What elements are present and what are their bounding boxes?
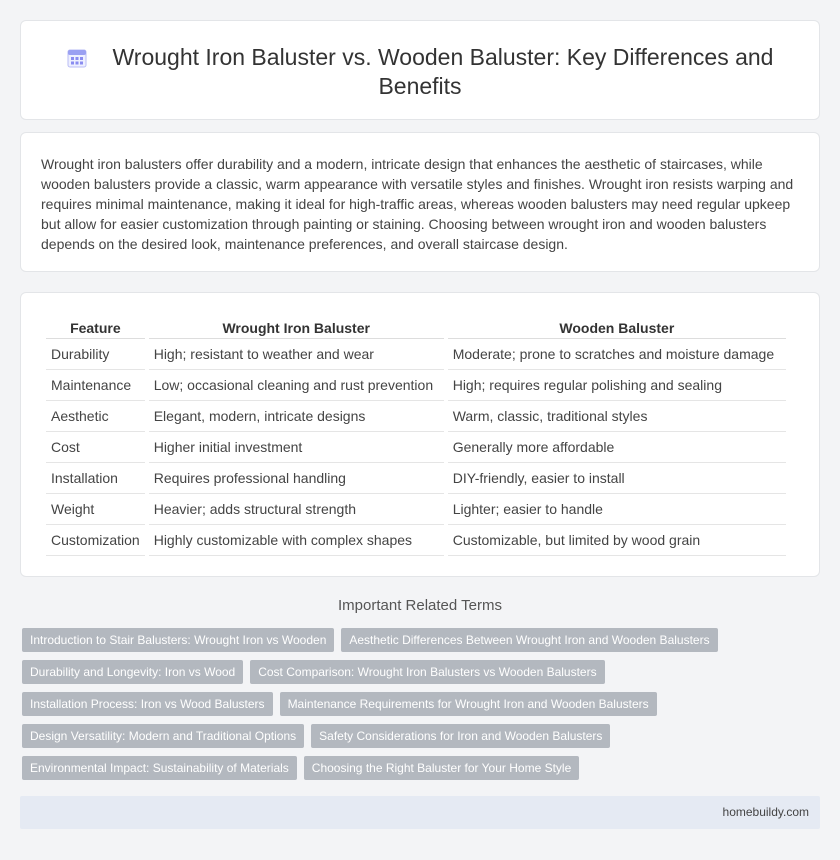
table-row [46, 339, 786, 370]
table-row [46, 463, 786, 494]
cell-wrought-iron: High; resistant to weather and wear [149, 339, 444, 370]
cell-wrought-iron: Heavier; adds structural strength [149, 494, 444, 525]
page-title-text: Wrought Iron Baluster vs. Wooden Baluster: Key Differences and Benefits [112, 44, 774, 99]
cell-wrought-iron: Low; occasional cleaning and rust prevention [149, 370, 444, 401]
table-header-row [46, 313, 786, 339]
intro-paragraph: Wrought iron balusters offer durability and a modern, intricate design that enhances the aesthetic of staircases, while wooden balusters provide a classic, warm appearance with versatile styles and finishes. Wrought iron resists warping and requires minimal maintenance, making it ideal for high-traffic areas, whereas wooden balusters may need regular upkeep but allow for easier customization through painting or staining. Choosing between wrought iron and wooden balusters depends on the desired look, maintenance preferences, and overall staircase design. [41, 156, 794, 252]
related-term-tag[interactable]: Maintenance Requirements for Wrought Iron and Wooden Balusters [280, 692, 657, 716]
cell-feature: Maintenance [46, 370, 145, 401]
related-terms-list [22, 628, 822, 780]
calendar-icon [67, 48, 87, 68]
cell-wrought-iron: Requires professional handling [149, 463, 444, 494]
table-row [46, 370, 786, 401]
cell-feature: Aesthetic [46, 401, 145, 432]
related-term-tag[interactable]: Design Versatility: Modern and Traditional Options [22, 724, 304, 748]
cell-feature: Cost [46, 432, 145, 463]
header-wrought-iron: Wrought Iron Baluster [149, 313, 444, 339]
table-row [46, 401, 786, 432]
related-term-tag[interactable]: Aesthetic Differences Between Wrought Iron and Wooden Balusters [341, 628, 717, 652]
header-feature: Feature [46, 313, 145, 339]
table-row [46, 494, 786, 525]
related-term-tag[interactable]: Safety Considerations for Iron and Wooden Balusters [311, 724, 610, 748]
comparison-card [20, 292, 820, 577]
cell-wooden: Generally more affordable [448, 432, 786, 463]
cell-feature: Customization [46, 525, 145, 556]
cell-wrought-iron: Elegant, modern, intricate designs [149, 401, 444, 432]
cell-wrought-iron: Highly customizable with complex shapes [149, 525, 444, 556]
related-term-tag[interactable]: Durability and Longevity: Iron vs Wood [22, 660, 243, 684]
cell-wooden: High; requires regular polishing and sealing [448, 370, 786, 401]
footer [20, 796, 820, 829]
related-term-tag[interactable]: Choosing the Right Baluster for Your Home Style [304, 756, 579, 780]
related-term-tag[interactable]: Cost Comparison: Wrought Iron Balusters vs Wooden Balusters [250, 660, 604, 684]
cell-feature: Installation [46, 463, 145, 494]
intro-card [20, 132, 820, 272]
cell-feature: Weight [46, 494, 145, 525]
cell-wrought-iron: Higher initial investment [149, 432, 444, 463]
related-term-tag[interactable]: Installation Process: Iron vs Wood Balusters [22, 692, 273, 716]
cell-wooden: Moderate; prone to scratches and moisture damage [448, 339, 786, 370]
cell-wooden: Warm, classic, traditional styles [448, 401, 786, 432]
header-wooden: Wooden Baluster [448, 313, 786, 339]
title-card [20, 20, 820, 120]
related-terms-title: Important Related Terms [338, 597, 502, 614]
cell-feature: Durability [46, 339, 145, 370]
table-row [46, 432, 786, 463]
cell-wooden: Customizable, but limited by wood grain [448, 525, 786, 556]
footer-site: homebuildy.com [722, 805, 809, 819]
comparison-table [42, 313, 790, 556]
related-term-tag[interactable]: Environmental Impact: Sustainability of Materials [22, 756, 297, 780]
cell-wooden: DIY-friendly, easier to install [448, 463, 786, 494]
page-title [61, 43, 779, 101]
table-row [46, 525, 786, 556]
cell-wooden: Lighter; easier to handle [448, 494, 786, 525]
related-term-tag[interactable]: Introduction to Stair Balusters: Wrought Iron vs Wooden [22, 628, 334, 652]
